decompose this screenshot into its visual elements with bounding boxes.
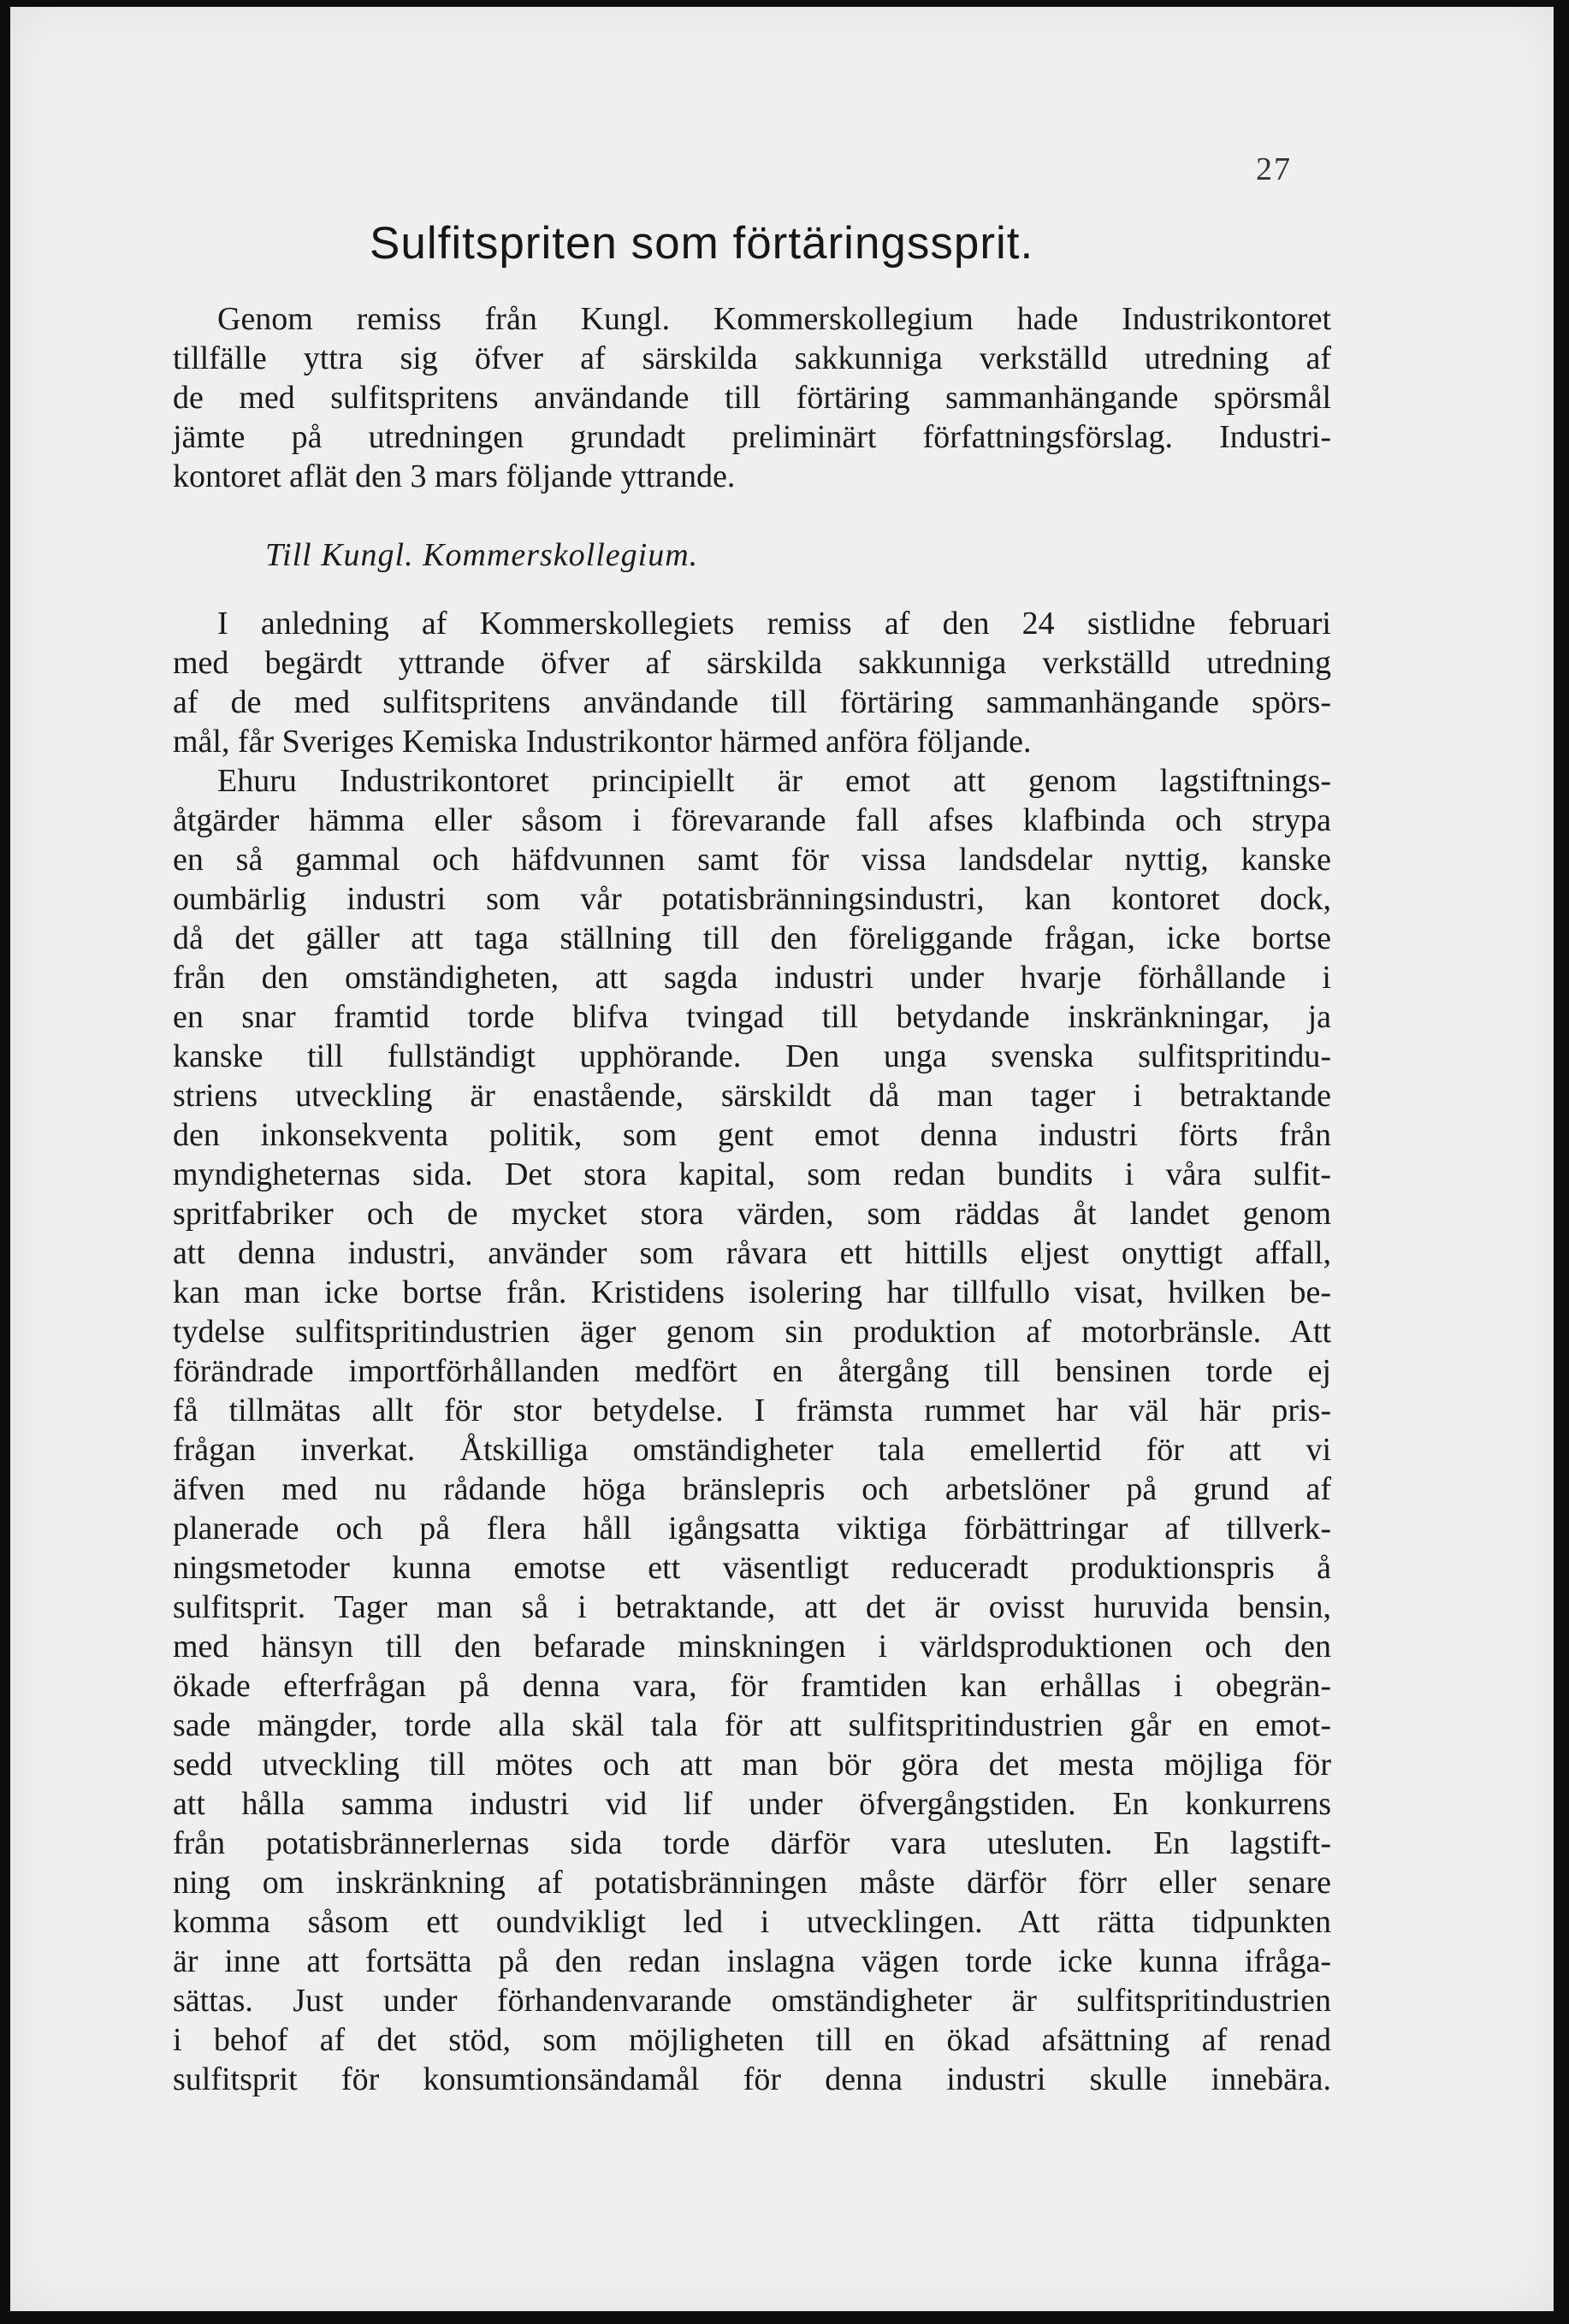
intro-line: Genom remiss från Kungl. Kommerskollegium hade Industrikontoret [217, 301, 1331, 337]
paragraph-line: den inkonsekventa politik, som gent emot denna industri förts från [173, 1117, 1331, 1153]
paragraph-line: Ehuru Industrikontoret principiellt är emot att genom lagstiftnings- [217, 763, 1331, 799]
paragraph-line: af de med sulfitspritens användande till förtäring sammanhängande spörs- [173, 684, 1331, 720]
paragraph-line: är inne att fortsätta på den redan inslagna vägen torde icke kunna ifråga- [173, 1943, 1331, 1979]
page-number: 27 [1256, 151, 1292, 187]
paragraph-line: från den omständigheten, att sagda industri under hvarje förhållande i [173, 960, 1331, 996]
paragraph-line: få tillmätas allt för stor betydelse. I främsta rummet har väl här pris- [173, 1393, 1331, 1428]
paragraph-line: sulfitsprit för konsumtionsändamål för denna industri skulle innebära. [173, 2061, 1331, 2097]
paragraph-line: en så gammal och häfdvunnen samt för vissa landsdelar nyttig, kanske [173, 842, 1331, 878]
paragraph-line: sade mängder, torde alla skäl tala för att sulfitspritindustrien går en emot- [173, 1707, 1331, 1743]
paragraph-line: ning om inskränkning af potatisbränningen måste därför förr eller senare [173, 1865, 1331, 1901]
paragraph-line: att hålla samma industri vid lif under öfvergångstiden. En konkurrens [173, 1786, 1331, 1822]
paragraph-line: oumbärlig industri som vår potatisbränningsindustri, kan kontoret dock, [173, 881, 1331, 917]
paragraph-line: sulfitsprit. Tager man så i betraktande, att det är ovisst huruvida bensin, [173, 1589, 1331, 1625]
paragraph-line: tydelse sulfitspritindustrien äger genom sin produktion af motorbränsle. Att [173, 1314, 1331, 1350]
intro-line: tillfälle yttra sig öfver af särskilda sakkunniga verkställd utredning af [173, 340, 1331, 376]
paragraph-line: planerade och på flera håll igångsatta viktiga förbättringar af tillverk- [173, 1511, 1331, 1546]
page-title: Sulfitspriten som förtäringssprit. [370, 218, 1034, 269]
paragraph-line: i behof af det stöd, som möjligheten till en ökad afsättning af renad [173, 2022, 1331, 2058]
paragraph-line: spritfabriker och de mycket stora värden, som räddas åt landet genom [173, 1196, 1331, 1232]
paragraph-line: frågan inverkat. Åtskilliga omständigheter tala emellertid för att vi [173, 1432, 1331, 1468]
intro-line: jämte på utredningen grundadt preliminärt författningsförslag. Industri- [173, 419, 1331, 455]
paragraph-line: ningsmetoder kunna emotse ett väsentligt reduceradt produktionspris å [173, 1550, 1331, 1586]
paragraph-line: då det gäller att taga ställning till den föreliggande frågan, icke bortse [173, 920, 1331, 956]
intro-line: de med sulfitspritens användande till förtäring sammanhängande spörsmål [173, 380, 1331, 416]
paragraph-line: sättas. Just under förhandenvarande omständigheter är sulfitspritindustrien [173, 1983, 1331, 2019]
paragraph-line: mål, får Sveriges Kemiska Industrikontor härmed anföra följande. [173, 724, 1032, 760]
paragraph-line: kanske till fullständigt upphörande. Den unga svenska sulfitspritindu- [173, 1038, 1331, 1074]
intro-line: kontoret aflät den 3 mars följande yttrande. [173, 458, 736, 494]
paragraph-line: I anledning af Kommerskollegiets remiss af den 24 sistlidne februari [217, 606, 1331, 642]
paragraph-line: förändrade importförhållanden medfört en återgång till bensinen torde ej [173, 1353, 1331, 1389]
paragraph-line: sedd utveckling till mötes och att man bör göra det mesta möjliga för [173, 1747, 1331, 1783]
paragraph-line: äfven med nu rådande höga bränslepris och arbetslöner på grund af [173, 1471, 1331, 1507]
document-page [10, 7, 1554, 2311]
paragraph-line: åtgärder hämma eller såsom i förevarande fall afses klafbinda och strypa [173, 802, 1331, 838]
paragraph-line: kan man icke bortse från. Kristidens isolering har tillfullo visat, hvilken be- [173, 1274, 1331, 1310]
paragraph-line: ökade efterfrågan på denna vara, för framtiden kan erhållas i obegrän- [173, 1668, 1331, 1704]
paragraph-line: med hänsyn till den befarade minskningen i världsproduktionen och den [173, 1629, 1331, 1665]
paragraph-line: från potatisbrännerlernas sida torde därför vara utesluten. En lagstift- [173, 1825, 1331, 1861]
salutation: Till Kungl. Kommerskollegium. [265, 537, 699, 573]
paragraph-line: att denna industri, använder som råvara ett hittills eljest onyttigt affall, [173, 1235, 1331, 1271]
paragraph-line: myndigheternas sida. Det stora kapital, som redan bundits i våra sulfit- [173, 1156, 1331, 1192]
paragraph-line: med begärdt yttrande öfver af särskilda sakkunniga verkställd utredning [173, 645, 1331, 681]
paragraph-line: en snar framtid torde blifva tvingad till betydande inskränkningar, ja [173, 999, 1331, 1035]
paragraph-line: striens utveckling är enastående, särskildt då man tager i betraktande [173, 1078, 1331, 1114]
paragraph-line: komma såsom ett oundvikligt led i utvecklingen. Att rätta tidpunkten [173, 1904, 1331, 1940]
